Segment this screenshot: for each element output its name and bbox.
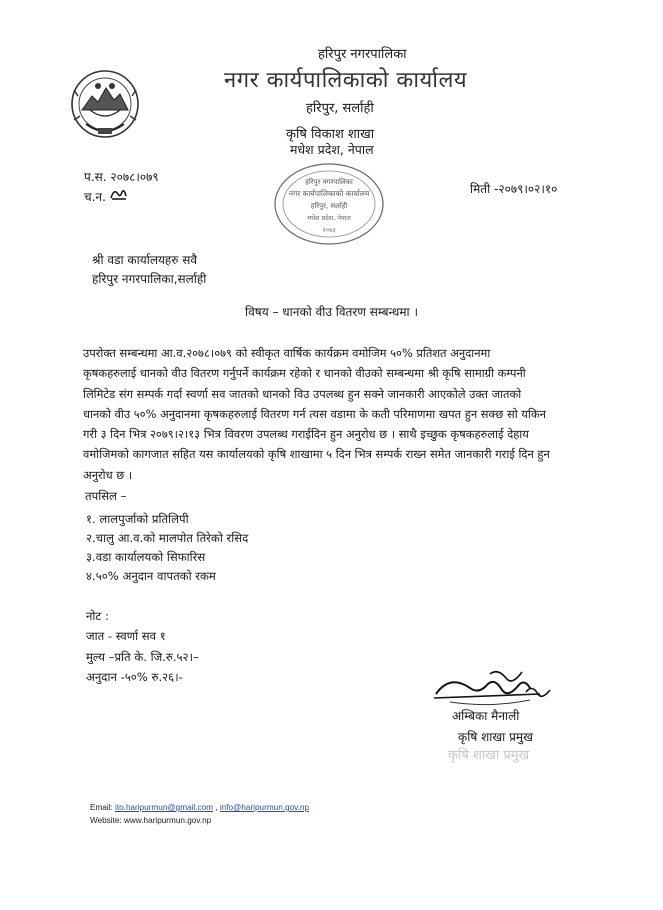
office-title: नगर कार्यपालिकाको कार्यालय [224, 68, 468, 93]
footer-email [90, 803, 309, 812]
stamp-line-5: २०७३ [322, 226, 336, 234]
email-link-2[interactable]: info@haripurmun.gov.np [219, 803, 310, 812]
handwritten-signature [430, 664, 560, 710]
body-line: वमोजिमको कागजात सहित यस कार्यालयको कृषि शाखामा ५ दिन भित्र सम्पर्क राख्न समेत जानकारी गराई दिन हुन [83, 447, 550, 462]
note-heading: नोट : [86, 609, 109, 623]
email-label: Email: [90, 803, 113, 812]
body-line: धानको वीउ ५०% अनुदानमा कृषकहरुलाई वितरण गर्न त्यस वडामा के कती परिमाणमा खपत हुन सक्छ सो यकिन [83, 406, 546, 421]
details-item: १. लालपुर्जाको प्रतिलिपी [86, 512, 189, 526]
province-name: मधेश प्रदेश, नेपाल [290, 142, 374, 157]
website-label: Website: [90, 816, 122, 825]
letter-body [83, 343, 643, 485]
footer-website [90, 816, 211, 825]
stamp-line-3: हरिपुर, सर्लाही [310, 202, 348, 210]
details-item: २.चालु आ.व.को मालपोत तिरेको रसिद [86, 531, 249, 545]
details-item: ३.वडा कार्यालयको सिफारिस [86, 550, 206, 564]
letter-date: मिती -२०७९।०२।१० [470, 182, 558, 196]
office-stamp [270, 160, 388, 248]
email-link-1[interactable]: ito.haripurmun@gmail.com [115, 803, 213, 812]
stamp-line-4: मधेश प्रदेश, नेपाल [307, 214, 351, 222]
stamp-line-2: नगर कार्यपालिकाको कार्यालय [288, 189, 370, 198]
stamp-line-1: हरिपुर नगरपालिका [305, 178, 353, 186]
details-heading: तपसिल – [85, 489, 127, 503]
office-location: हरिपुर, सर्लाही [306, 101, 374, 116]
letter-subject: विषय – धानको वीउ वितरण सम्बन्धमा । [245, 305, 418, 319]
recipient-line-1: श्री वडा कार्यालयहरु सवै [92, 253, 198, 267]
note-line: अनुदान -५०% रु.२६।- [86, 670, 183, 684]
signatory-stamp: कृषि शाखा प्रमुख [448, 748, 530, 763]
signatory-name: अम्बिका मैनाली [452, 709, 520, 723]
dispatch-number-label: च.न. [84, 190, 106, 204]
government-emblem-logo [68, 66, 142, 142]
note-line: मुल्य –प्रति के. जि.रु.५२।– [86, 650, 199, 664]
details-item: ४.५०% अनुदान वापतको रकम [86, 569, 216, 583]
body-line: उपरोक्त सम्बन्धमा आ.व.२०७८।०७९ को स्वीकृत वार्षिक कार्यक्रम वमोजिम ५०% प्रतिशत अनुदानमा [83, 346, 491, 360]
handwritten-dispatch-number [108, 186, 130, 202]
body-line: अनुरोध छ । [83, 467, 133, 482]
body-line: गरी ३ दिन भित्र २०७९।२।१३ भित्र विवरण उपलब्ध गराईदिन हुन अनुरोध छ । साथै इच्छुक कृषकहरुलाई देहाय [83, 427, 529, 442]
body-line: लिमिटेड संग सम्पर्क गर्दा स्वर्णा सव जातको धानको विउ उपलब्ध हुन सक्ने जानकारी आएकोले उक्त जातको [83, 386, 522, 401]
signatory-title: कृषि शाखा प्रमुख [458, 730, 533, 744]
branch-name: कृषि विकाश शाखा [286, 127, 375, 142]
note-line: जात - स्वर्णा सव १ [86, 629, 166, 643]
recipient-line-2: हरिपुर नगरपालिका,सर्लाही [92, 272, 207, 286]
email-separator: , [213, 803, 220, 812]
municipality-name: हरिपुर नगरपालिका [318, 47, 407, 62]
fiscal-reference: प.स. २०७८।०७९ [84, 170, 159, 184]
website-link[interactable]: www.haripurmun.gov.np [123, 816, 212, 825]
body-line: कृषकहरुलाई धानको वीउ वितरण गर्नुपर्ने कार्यक्रम रहेको र धानको वीउको सम्बन्धमा श्री कृषि सामाग्री कम्पनी [83, 366, 526, 381]
